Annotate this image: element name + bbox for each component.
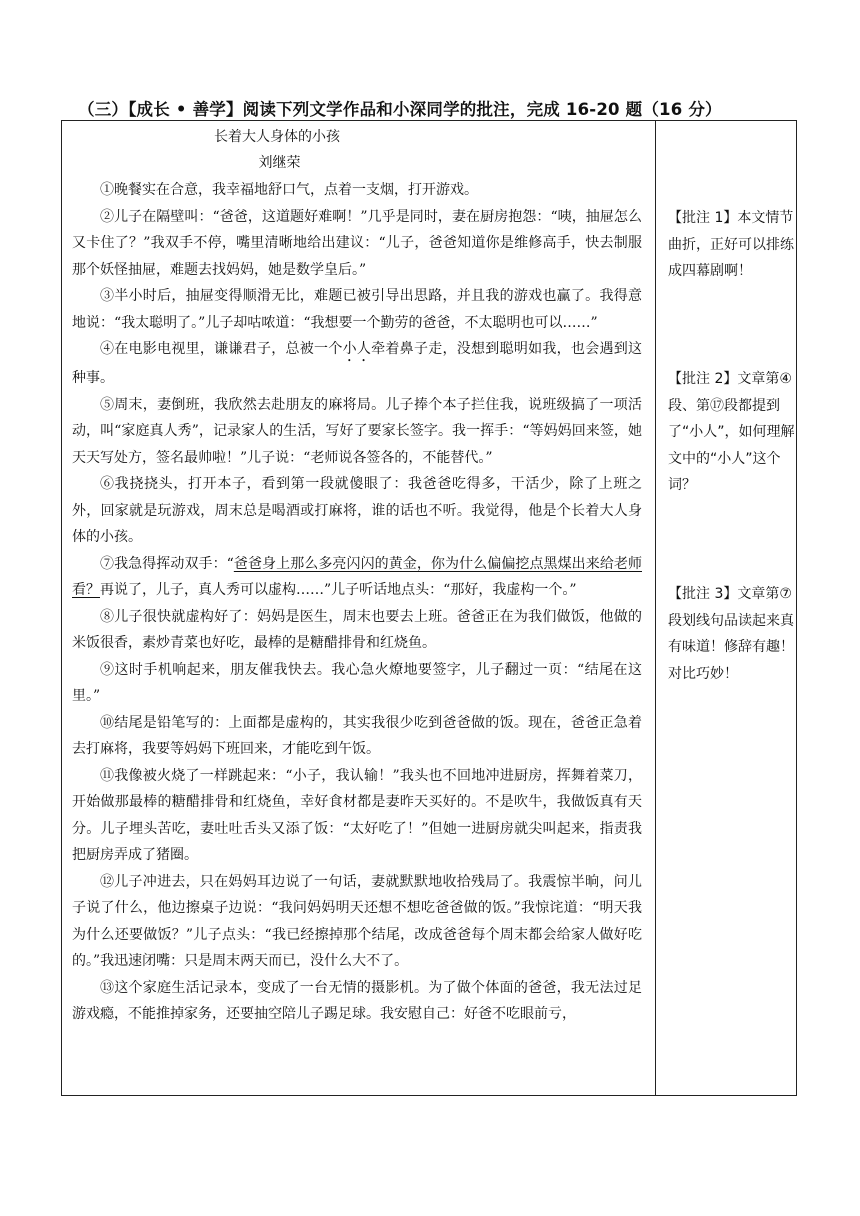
paragraph-6: ⑥我挠挠头，打开本子，看到第一段就傻眼了：我爸爸吃得多，干活少，除了上班之外，回家就是玩游戏，周末总是喝酒或打麻将，谁的话也不听。我觉得，他是个长着大人身体的小孩。: [72, 476, 642, 545]
paragraph-10: ⑩结尾是铅笔写的：上面都是虚构的，其实我很少吃到爸爸做的饭。现在，爸爸正急着去打麻将，我要等妈妈下班回来，才能吃到午饭。: [72, 714, 642, 757]
annotation-3: 【批注 3】文章第⑦段划线句品读起来真有味道！修辞有趣！对比巧妙！: [668, 586, 794, 682]
paragraph-7-part-b: 再说了，儿子，真人秀可以虚构……”儿子听话地点头：“那好，我虚构一个。”: [100, 582, 577, 598]
underlined-sentence: 爸爸身上那么多亮闪闪的黄金，你为什么偏偏挖点黑煤出来给老师看？: [72, 555, 642, 598]
annotation-1: 【批注 1】本文情节曲折，正好可以排练成四幕剧啊！: [668, 210, 794, 279]
paragraph-4: [72, 336, 642, 392]
annotation-2: 【批注 2】文章第④段、第⑰段都提到了“小人”，如何理解文中的“小人”这个词？: [668, 371, 795, 493]
column-divider: [655, 121, 656, 1095]
paragraph-2: ②儿子在隔壁叫：“爸爸，这道题好难啊！”几乎是同时，妻在厨房抱怨：“咦，抽屉怎么又卡住了？”我双手不停，嘴里清晰地给出建议：“儿子，爸爸知道你是维修高手，快去制服那个妖怪抽屉，难题去找妈妈，她是数学皇后。”: [72, 208, 642, 278]
paragraph-8: ⑧儿子很快就虚构好了：妈妈是医生，周末也要去上班。爸爸正在为我们做饭，他做的米饭很香，素炒青菜也好吃，最棒的是糖醋排骨和红烧鱼。: [72, 608, 642, 651]
paragraph-5: ⑤周末，妻倒班，我欣然去赴朋友的麻将局。儿子捧个本子拦住我，说班级搞了一项活动，叫“家庭真人秀”，记录家人的生活，写好了要家长签字。我一挥手：“等妈妈回来签，她天天写处方，签名最帅啦！”儿子说：“老师说各签各的，不能替代。”: [72, 396, 642, 466]
paragraph-4-part-a: ④在电影电视里，谦谦君子，总被一个: [100, 341, 343, 357]
paragraph-7-part-a: ⑦我急得挥动双手：“: [100, 555, 234, 572]
story-title: 长着大人身体的小孩: [214, 129, 340, 145]
paragraph-4-part-b: 牵着鼻子走，没想到聪明如我，也会遇到这种事。: [72, 341, 643, 386]
story-column: [72, 125, 642, 1028]
paragraph-3: ③半小时后，抽屉变得顺滑无比，难题已被引导出思路，并且我的游戏也赢了。我得意地说：“我太聪明了。”儿子却咕哝道：“我想要一个勤劳的爸爸，不太聪明也可以……”: [72, 288, 642, 331]
story-author: 刘继荣: [258, 155, 301, 171]
paragraph-13: ⑬这个家庭生活记录本，变成了一台无情的摄影机。为了做个体面的爸爸，我无法过足游戏瘾，不能推掉家务，还要抽空陪儿子踢足球。我安慰自己：好爸不吃眼前亏，: [72, 979, 642, 1022]
paragraph-1: ①晚餐实在合意，我幸福地舒口气，点着一支烟，打开游戏。: [100, 182, 478, 198]
paragraph-7: [72, 551, 642, 604]
reading-table: [61, 120, 797, 1096]
paragraph-9: ⑨这时手机响起来，朋友催我快去。我心急火燎地要签字，儿子翻过一页：“结尾在这里。”: [72, 661, 642, 704]
paragraph-12: ⑫儿子冲进去，只在妈妈耳边说了一句话，妻就默默地收拾残局了。我震惊半晌，问儿子说了什么，他边擦桌子边说：“我问妈妈明天还想不想吃爸爸做的饭。”我惊诧道：“明天我为什么还要做饭？”儿子点头：“我已经擦掉那个结尾，改成爸爸每个周末都会给家人做好吃的。”我迅速闭嘴：只是周末两天而已，没什么大不了。: [72, 873, 642, 969]
section-heading: （三）【成长 • 善学】阅读下列文学作品和小深同学的批注，完成 16-20 题（16 分）: [78, 100, 722, 119]
emphasized-word: 小人: [342, 341, 372, 357]
paragraph-11: ⑪我像被火烧了一样跳起来：“小子，我认输！”我头也不回地冲进厨房，挥舞着菜刀，开始做那最棒的糖醋排骨和红烧鱼，幸好食材都是妻昨天买好的。不是吹牛，我做饭真有天分。儿子埋头苦吃，妻吐吐舌头又添了饭：“太好吃了！”但她一进厨房就尖叫起来，指责我把厨房弄成了猪圈。: [72, 767, 642, 863]
